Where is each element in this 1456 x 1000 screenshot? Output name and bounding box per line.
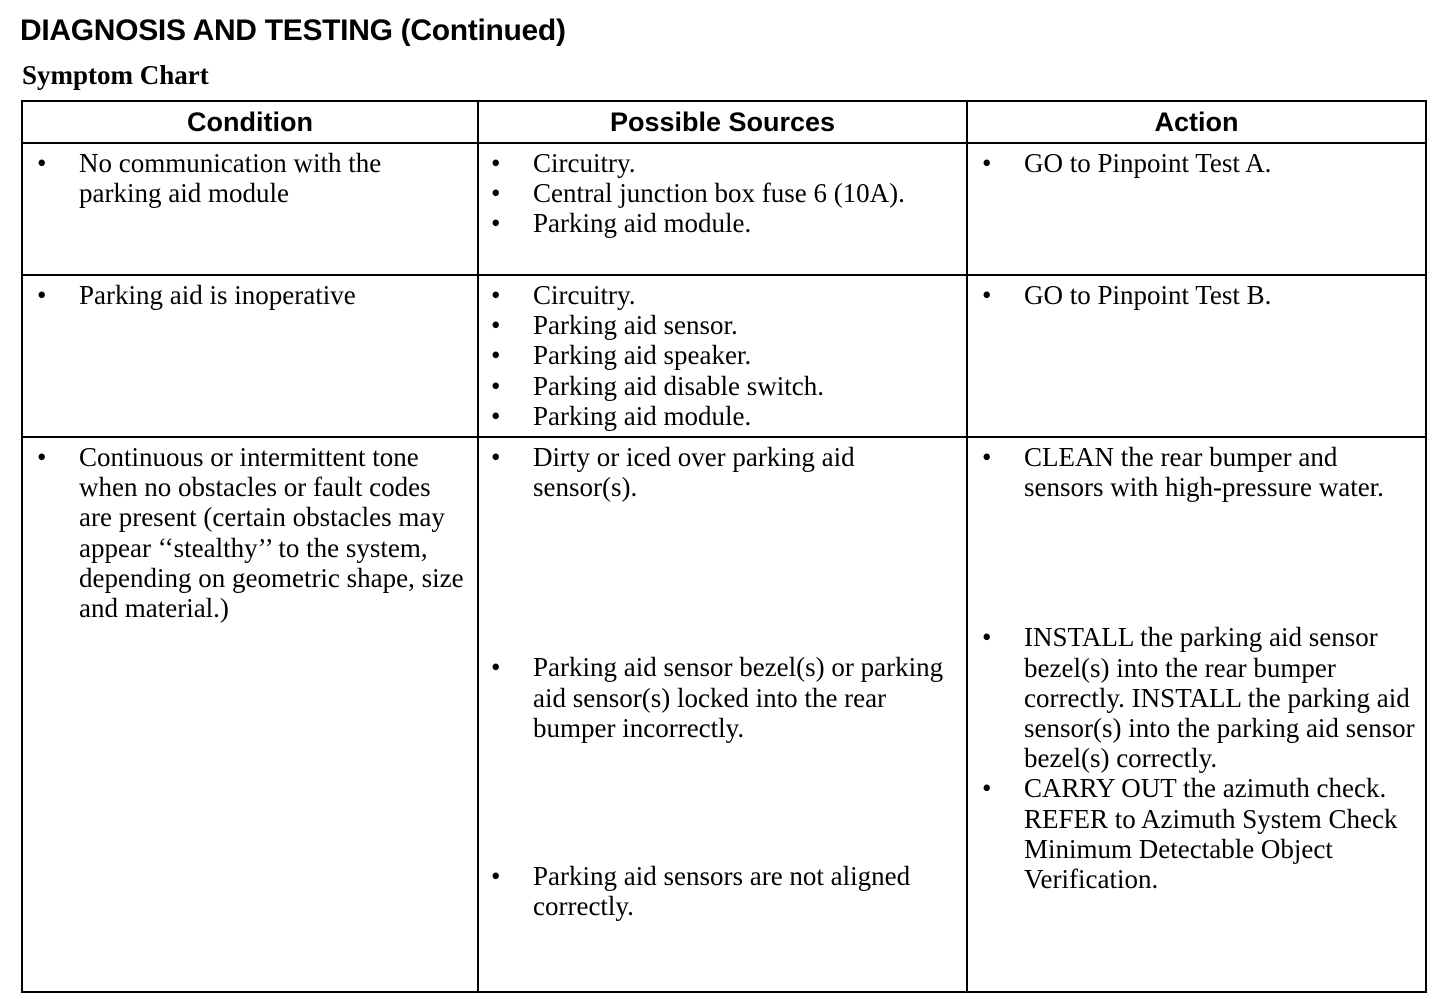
table-row (22, 275, 1426, 437)
source-text: Circuitry. (533, 148, 636, 178)
bullet-icon: • (982, 442, 992, 472)
source-text: Parking aid sensor. (533, 310, 738, 341)
source-text: Parking aid module. (533, 400, 752, 431)
list-item (982, 773, 1417, 894)
bullet-icon: • (37, 442, 47, 472)
table-row (22, 437, 1426, 992)
bullet-icon: • (982, 622, 992, 653)
chart-title: Symptom Chart (22, 60, 209, 90)
list-item (491, 401, 958, 431)
bullet-icon: • (491, 280, 501, 310)
condition-text: Parking aid is inoperative (79, 280, 356, 310)
action-cell (967, 275, 1426, 437)
table-header-row (22, 101, 1426, 143)
list-item (491, 861, 958, 921)
list-item (491, 148, 958, 178)
list-item (491, 310, 958, 340)
sources-cell (478, 275, 967, 437)
condition-text: No communication with the parking aid module (79, 148, 382, 209)
action-text: CLEAN the rear bumper and sensors with high-pressure water. (1024, 442, 1384, 503)
column-header-possible-sources: Possible Sources (478, 101, 967, 143)
source-text: Parking aid disable switch. (533, 370, 824, 401)
source-text: Dirty or iced over parking aid sensor(s). (533, 442, 855, 503)
source-text: Parking aid sensors are not aligned correctly. (533, 861, 911, 922)
bullet-icon: • (491, 370, 501, 401)
list-item (982, 148, 1417, 178)
list-item (37, 280, 469, 310)
column-header-action: Action (967, 101, 1426, 143)
action-text: GO to Pinpoint Test A. (1024, 148, 1272, 178)
list-item (37, 148, 469, 208)
list-item (491, 280, 958, 310)
bullet-icon: • (491, 442, 501, 472)
bullet-icon: • (982, 148, 992, 178)
action-text: GO to Pinpoint Test B. (1024, 280, 1272, 310)
list-item (491, 178, 958, 208)
page-title: DIAGNOSIS AND TESTING (Continued) (20, 14, 566, 47)
action-text: CARRY OUT the azimuth check. REFER to Azimuth System Check Minimum Detectable Object Verification. (1024, 773, 1398, 895)
bullet-icon: • (982, 773, 992, 804)
table-row (22, 143, 1426, 275)
bullet-icon: • (491, 148, 501, 178)
source-text: Central junction box fuse 6 (10A). (533, 178, 905, 209)
source-text: Parking aid sensor bezel(s) or parking aid sensor(s) locked into the rear bumper incorrectly. (533, 652, 944, 743)
sources-cell (478, 437, 967, 992)
bullet-icon: • (491, 310, 501, 341)
condition-text: Continuous or intermittent tone when no obstacles or fault codes are present (certain obstacles may appear ‘‘stealthy’’ to the system, depending on geometric shape, size and material.) (79, 442, 464, 624)
symptom-table (21, 100, 1427, 993)
bullet-icon: • (491, 652, 501, 683)
bullet-icon: • (37, 280, 47, 310)
list-item (37, 442, 469, 623)
list-item (491, 371, 958, 401)
list-item (982, 622, 1417, 773)
bullet-icon: • (491, 400, 501, 431)
sources-cell (478, 143, 967, 275)
condition-cell (22, 143, 478, 275)
bullet-icon: • (491, 861, 501, 892)
list-item (491, 652, 958, 743)
source-text: Circuitry. (533, 280, 636, 310)
bullet-icon: • (982, 280, 992, 310)
bullet-icon: • (491, 208, 501, 239)
column-header-condition: Condition (22, 101, 478, 143)
action-cell (967, 437, 1426, 992)
bullet-icon: • (491, 178, 501, 209)
source-text: Parking aid module. (533, 208, 752, 239)
source-text: Parking aid speaker. (533, 340, 752, 371)
condition-cell (22, 275, 478, 437)
list-item (491, 442, 958, 502)
action-cell (967, 143, 1426, 275)
list-item (491, 208, 958, 238)
list-item (491, 340, 958, 370)
bullet-icon: • (37, 148, 47, 178)
action-text: INSTALL the parking aid sensor bezel(s) into the rear bumper correctly. INSTALL the parking aid sensor(s) into the parking aid sensor bezel(s) correctly. (1024, 622, 1415, 774)
bullet-icon: • (491, 340, 501, 371)
condition-cell (22, 437, 478, 992)
list-item (982, 280, 1417, 310)
list-item (982, 442, 1417, 502)
